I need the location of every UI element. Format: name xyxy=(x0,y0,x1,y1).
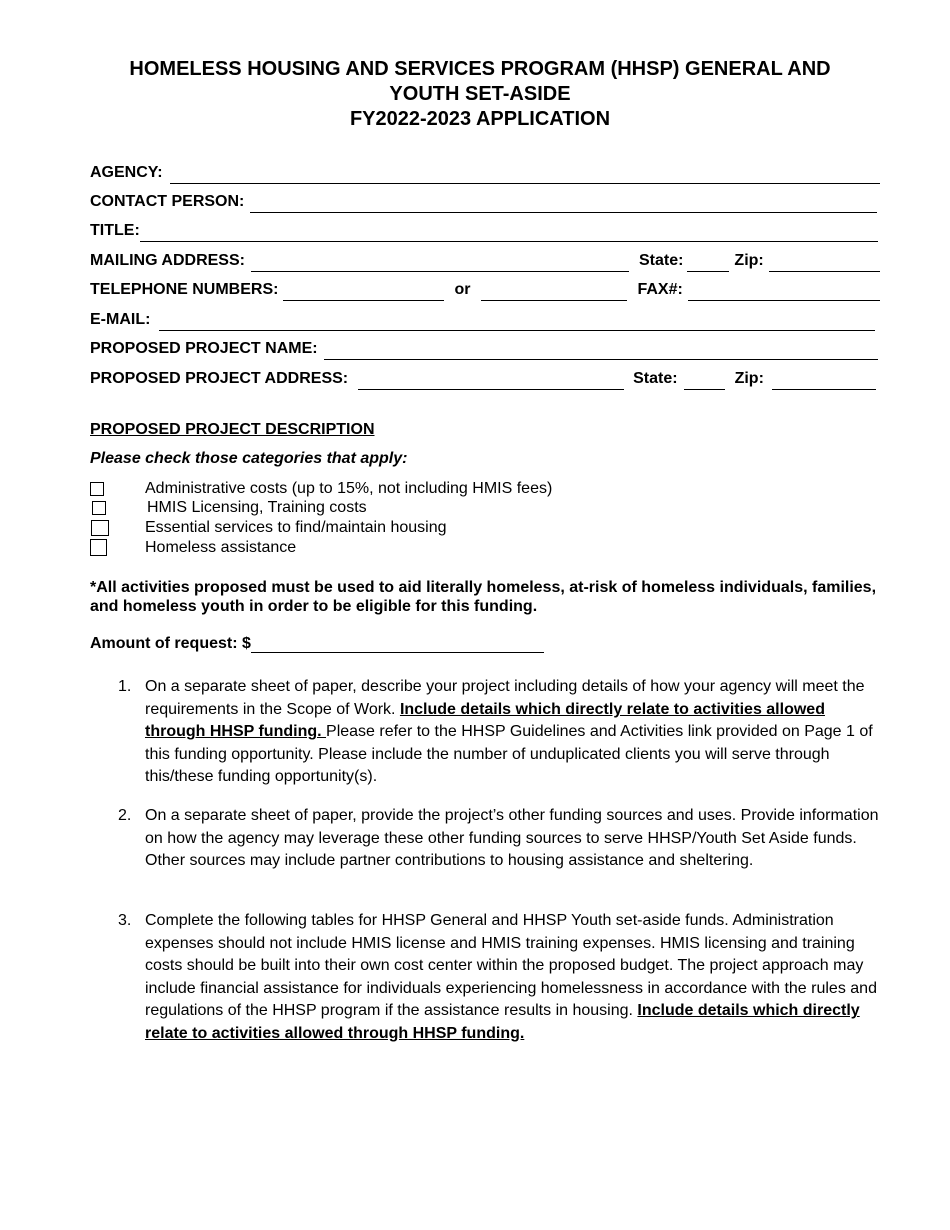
fax-field[interactable] xyxy=(688,280,880,301)
list-item-number: 2. xyxy=(118,807,132,824)
fax-label: FAX#: xyxy=(637,281,683,298)
agency-label: AGENCY: xyxy=(90,164,163,181)
title-line-2: YOUTH SET-ASIDE xyxy=(389,83,571,105)
telephone-or-label: or xyxy=(454,281,471,298)
project-state-field[interactable] xyxy=(684,369,725,390)
list-item-number: 3. xyxy=(118,912,132,929)
amount-row xyxy=(90,634,544,653)
item-text-part: On a separate sheet of paper, describe your project including details of how your agency will meet the requirements in the Scope of Work. xyxy=(145,678,865,718)
category-row xyxy=(90,479,553,498)
list-item xyxy=(118,910,883,1046)
list-item-number: 1. xyxy=(118,678,132,695)
contact-person-row xyxy=(90,187,880,213)
project-zip-field[interactable] xyxy=(772,369,876,390)
list-item-text xyxy=(145,676,883,789)
project-address-row xyxy=(90,364,880,390)
title-label: TITLE: xyxy=(90,222,140,239)
project-zip-label: Zip: xyxy=(734,370,764,387)
mailing-address-row xyxy=(90,246,880,272)
document-title xyxy=(90,57,870,132)
telephone-field-2[interactable] xyxy=(481,280,627,301)
telephone-field-1[interactable] xyxy=(283,280,444,301)
item-text-part: Complete the following tables for HHSP General and HHSP Youth set-aside funds. Administration expenses should not include HMIS license and HMIS training expenses. HMIS licensing and training costs should be built into their own cost center within the proposed budget. The project approach may include financial assistance for individuals experiencing homelessness in accordance with the rules and regulations of the HHSP program if the assistance results in housing. xyxy=(145,912,877,1020)
list-item-text xyxy=(145,805,883,873)
category-checkbox-administrative[interactable] xyxy=(90,482,104,496)
project-name-label: PROPOSED PROJECT NAME: xyxy=(90,340,318,357)
category-label: Homeless assistance xyxy=(145,539,297,556)
amount-label: Amount of request: $ xyxy=(90,635,251,652)
category-row xyxy=(90,538,297,557)
project-state-label: State: xyxy=(633,370,678,387)
mailing-address-field[interactable] xyxy=(251,251,629,272)
mailing-state-label: State: xyxy=(638,252,684,269)
category-label: HMIS Licensing, Training costs xyxy=(147,499,367,516)
list-item-text xyxy=(145,910,883,1046)
category-label: Essential services to find/maintain housing xyxy=(145,519,447,536)
project-name-field[interactable] xyxy=(324,339,878,360)
title-line-1: HOMELESS HOUSING AND SERVICES PROGRAM (HHSP) GENERAL AND xyxy=(129,58,831,80)
category-checkbox-hmis[interactable] xyxy=(92,501,106,515)
project-address-field[interactable] xyxy=(358,369,624,390)
agency-field[interactable] xyxy=(170,163,880,184)
category-row xyxy=(90,518,447,537)
contact-person-label: CONTACT PERSON: xyxy=(90,193,245,210)
amount-field[interactable] xyxy=(251,634,544,653)
telephone-row xyxy=(90,275,880,301)
mailing-zip-field[interactable] xyxy=(769,251,880,272)
item-text-part: On a separate sheet of paper, provide the project’s other funding sources and uses. Provide information on how the agency may leverage these other funding sources to serve HHSP/Youth Set Aside funds. Other sources may include partner contributions to housing assistance and sheltering. xyxy=(145,807,879,870)
item-text-emphasis: Include details which directly relate to activities allowed through HHSP funding. xyxy=(145,700,825,741)
list-item xyxy=(118,676,883,789)
category-checkbox-homeless-assistance[interactable] xyxy=(90,539,107,556)
mailing-address-label: MAILING ADDRESS: xyxy=(90,252,245,269)
category-instruction: Please check those categories that apply: xyxy=(90,450,408,467)
project-address-label: PROPOSED PROJECT ADDRESS: xyxy=(90,370,349,387)
mailing-state-field[interactable] xyxy=(687,251,729,272)
email-row xyxy=(90,305,880,331)
contact-person-field[interactable] xyxy=(250,192,877,213)
item-text-emphasis: Include details which directly relate to activities allowed through HHSP funding. xyxy=(145,1002,860,1042)
eligibility-notice: *All activities proposed must be used to aid literally homeless, at-risk of homeless individuals, families, and homeless youth in order to be eligible for this funding. xyxy=(90,579,877,615)
project-name-row xyxy=(90,334,880,360)
agency-row xyxy=(90,158,880,184)
category-checkbox-essential-services[interactable] xyxy=(91,520,109,536)
telephone-label: TELEPHONE NUMBERS: xyxy=(90,281,279,298)
category-label: Administrative costs (up to 15%, not including HMIS fees) xyxy=(145,480,553,497)
title-row xyxy=(90,216,880,242)
email-label: E-MAIL: xyxy=(90,311,151,328)
category-row xyxy=(90,498,367,517)
email-field[interactable] xyxy=(159,310,875,331)
title-line-3: FY2022-2023 APPLICATION xyxy=(349,108,611,130)
title-field[interactable] xyxy=(140,221,878,242)
list-item xyxy=(118,805,883,873)
item-text-part: Please refer to the HHSP Guidelines and Activities link provided on Page 1 of this funding opportunity. Please include the number of unduplicated clients you will serve through this/these funding opportunity(s). xyxy=(145,723,873,786)
mailing-zip-label: Zip: xyxy=(734,252,764,269)
project-description-heading: PROPOSED PROJECT DESCRIPTION xyxy=(90,421,375,438)
